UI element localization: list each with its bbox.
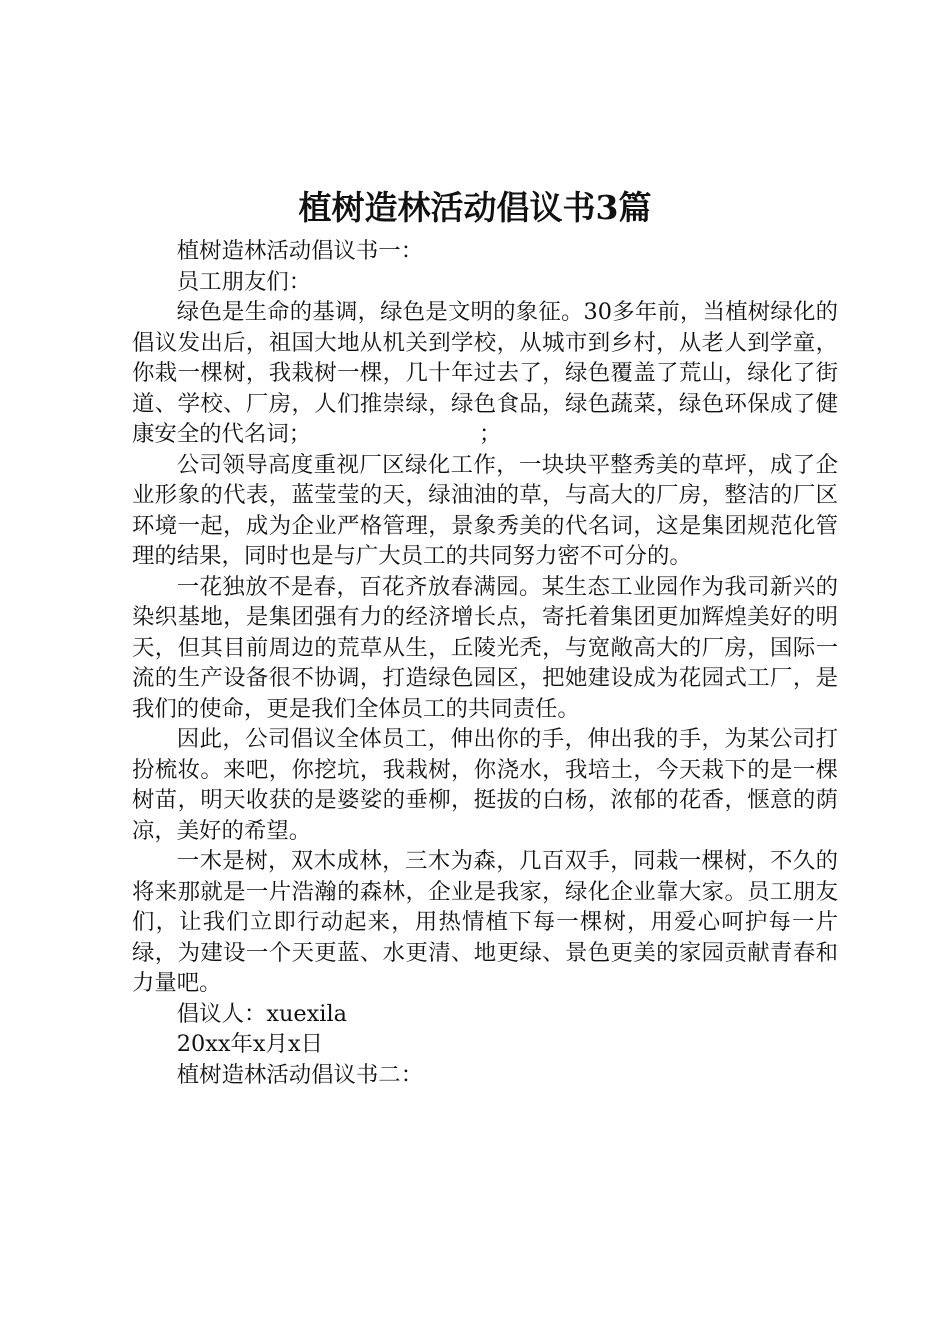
paragraph-1: 绿色是生命的基调，绿色是文明的象征。30多年前，当植树绿化的倡议发出后，祖国大地从机关到学校，从城市到乡村，从老人到学童，你栽一棵树，我栽树一棵，几十年过去了，绿色覆盖了荒山，绿化了街道、学校、厂房，人们推崇绿，绿色食品，绿色蔬菜，绿色环保成了健康安全的代名词； ；	[132, 299, 838, 447]
document-body	[132, 236, 838, 1090]
paragraph-3: 一花独放不是春，百花齐放春满园。某生态工业园作为我司新兴的染织基地，是集团强有力的经济增长点，寄托着集团更加辉煌美好的明天，但其目前周边的荒草从生，丘陵光秃，与宽敞高大的厂房，国际一流的生产设备很不协调，打造绿色园区，把她建设成为花园式工厂，是我们的使命，更是我们全体员工的共同责任。	[132, 573, 838, 722]
paragraph-5: 一木是树，双木成林，三木为森，几百双手，同栽一棵树，不久的将来那就是一片浩瀚的森林，企业是我家，绿化企业靠大家。员工朋友们，让我们立即行动起来，用热情植下每一棵树，用爱心呵护每一片绿，为建设一个天更蓝、水更清、地更绿、景色更美的家园贡献青春和力量吧。	[132, 848, 838, 996]
signer-line: 倡议人：xuexila	[176, 1000, 347, 1027]
date-line: 20xx年x月x日	[176, 1031, 323, 1057]
paragraph-4: 因此，公司倡议全体员工，伸出你的手，伸出我的手，为某公司打扮梳妆。来吧，你挖坑，我栽树，你浇水，我培土，今天栽下的是一棵树苗，明天收获的是婆娑的垂柳，挺拔的白杨，浓郁的花香，惬意的荫凉，美好的希望。	[132, 726, 838, 844]
paragraph-2: 公司领导高度重视厂区绿化工作，一块块平整秀美的草坪，成了企业形象的代表，蓝莹莹的天，绿油油的草，与高大的厂房，整洁的厂区环境一起，成为企业严格管理，景象秀美的代名词，这是集团规范化管理的结果，同时也是与广大员工的共同努力密不可分的。	[132, 451, 838, 569]
section-heading-one: 植树造林活动倡议书一：	[176, 238, 424, 264]
document-title: 植树造林活动倡议书3篇	[298, 188, 652, 227]
section-heading-two: 植树造林活动倡议书二：	[176, 1061, 424, 1088]
salutation: 员工朋友们：	[176, 268, 312, 295]
